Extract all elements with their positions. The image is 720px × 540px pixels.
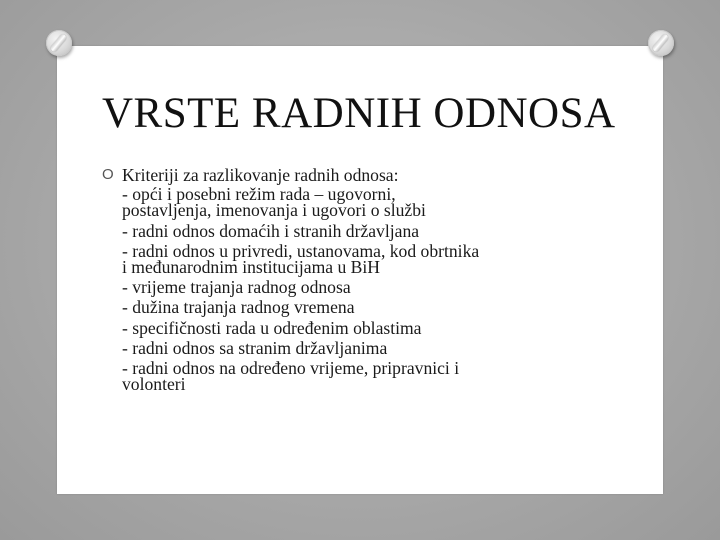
list-item: - radni odnos u privredi, ustanovama, kod obrtnika: [122, 240, 480, 261]
pushpin-icon: [46, 30, 72, 56]
bullet-heading: Kriteriji za razlikovanje radnih odnosa:: [122, 165, 399, 185]
list-item: postavljenja, imenovanja i ugovori o službi: [122, 200, 426, 221]
list-item: volonteri: [122, 374, 186, 395]
list-item: i međunarodnim institucijama u BiH: [122, 257, 381, 278]
list-item: - opći i posebni režim rada – ugovorni,: [122, 184, 396, 205]
list-item: - radni odnos sa stranim državljanima: [122, 337, 388, 358]
list-item: - vrijeme trajanja radnog odnosa: [122, 277, 351, 298]
slide-title: VRSTE RADNIH ODNOSA: [102, 90, 616, 137]
list-item: - radni odnos na određeno vrijeme, pripravnici i: [122, 358, 460, 379]
list-item: - radni odnos domaćih i stranih državljana: [122, 220, 420, 241]
list-item: - specifičnosti rada u određenim oblastima: [122, 317, 422, 338]
slide-body: [102, 165, 612, 396]
pushpin-icon: [648, 30, 674, 56]
bullet-marker: O: [102, 166, 114, 183]
list-item: - dužina trajanja radnog vremena: [122, 297, 355, 318]
